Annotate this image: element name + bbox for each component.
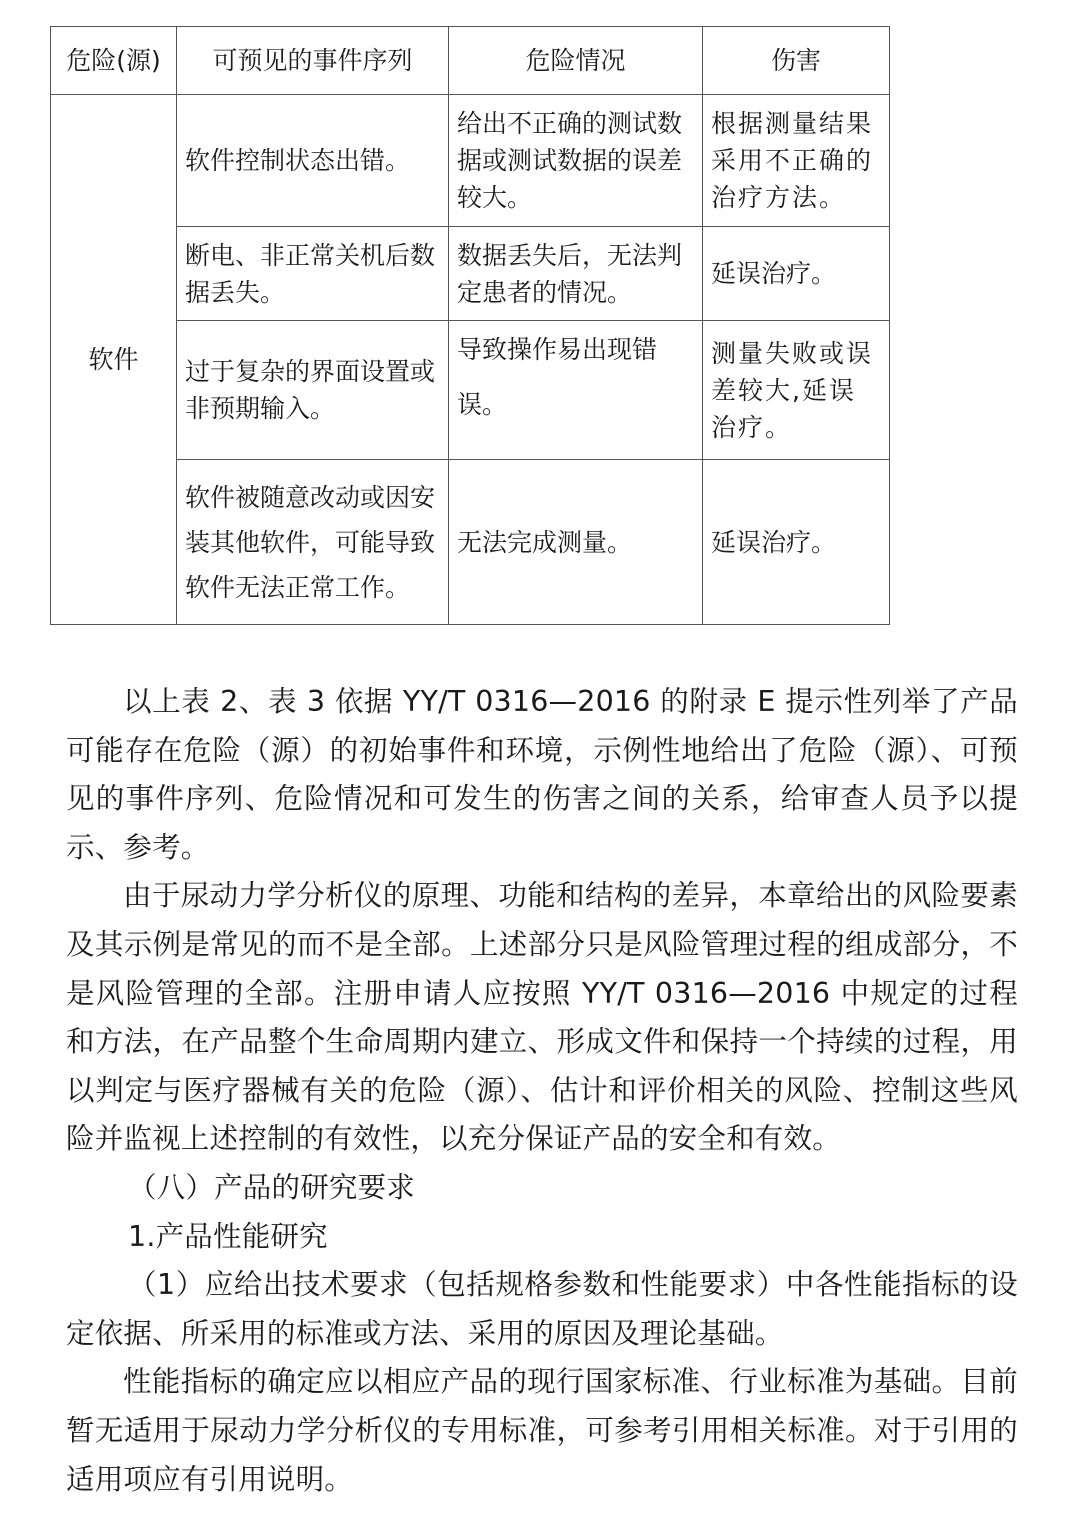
harm-cell: 根据测量结果采用不正确的治疗方法。 [703, 95, 890, 227]
event-sequence-cell: 断电、非正常关机后数据丢失。 [177, 227, 449, 321]
harm-cell: 延误治疗。 [703, 227, 890, 321]
section-heading: （八）产品的研究要求 [128, 1170, 416, 1204]
hazard-situation-cell [449, 321, 703, 460]
table-row [51, 95, 890, 227]
harm-cell: 测量失败或误差较大,延误治疗。 [703, 321, 890, 460]
table-row [51, 227, 890, 321]
hazard-situation-cell: 给出不正确的测试数据或测试数据的误差较大。 [449, 95, 703, 227]
paragraph: 由于尿动力学分析仪的原理、功能和结构的差异，本章给出的风险要素及其示例是常见的而不是全部。上述部分只是风险管理过程的组成部分，不是风险管理的全部。注册申请人应按照 YY/T 0316—2016 中规定的过程和方法，在产品整个生命周期内建立、形成文件和保持一个持续的过程，用以判定与医疗器械有关的危险（源）、估计和评价相关的风险、控制这些风险并监视上述控制的有效性，以充分保证产品的安全和有效。 [66, 879, 1018, 1156]
hazard-situation-line: 误。 [457, 390, 508, 419]
header-harm: 伤害 [703, 27, 890, 95]
header-event-sequence: 可预见的事件序列 [177, 27, 449, 95]
hazard-situation-line: 导致操作易出现错 [457, 335, 658, 364]
subsection-heading: 1.产品性能研究 [128, 1219, 328, 1253]
table-row [51, 460, 890, 625]
body-text [66, 678, 1018, 1504]
header-hazard-situation: 危险情况 [449, 27, 703, 95]
hazard-source-cell: 软件 [51, 95, 177, 625]
paragraph: 以上表 2、表 3 依据 YY/T 0316—2016 的附录 E 提示性列举了产品可能存在危险（源）的初始事件和环境，示例性地给出了危险（源）、可预见的事件序列、危险情况和可发生的伤害之间的关系，给审查人员予以提示、参考。 [66, 685, 1018, 864]
paragraph: 性能指标的确定应以相应产品的现行国家标准、行业标准为基础。目前暂无适用于尿动力学分析仪的专用标准，可参考引用相关标准。对于引用的适用项应有引用说明。 [66, 1365, 1018, 1496]
hazard-situation-cell: 数据丢失后，无法判定患者的情况。 [449, 227, 703, 321]
risk-table [50, 26, 890, 625]
event-sequence-cell: 过于复杂的界面设置或非预期输入。 [177, 321, 449, 460]
hazard-situation-cell: 无法完成测量。 [449, 460, 703, 625]
harm-cell: 延误治疗。 [703, 460, 890, 625]
header-hazard-source: 危险(源) [51, 27, 177, 95]
event-sequence-cell: 软件被随意改动或因安装其他软件，可能导致软件无法正常工作。 [177, 460, 449, 625]
event-sequence-cell: 软件控制状态出错。 [177, 95, 449, 227]
table-row [51, 321, 890, 460]
paragraph: （1）应给出技术要求（包括规格参数和性能要求）中各性能指标的设定依据、所采用的标准或方法、采用的原因及理论基础。 [66, 1268, 1018, 1350]
table-header-row [51, 27, 890, 95]
